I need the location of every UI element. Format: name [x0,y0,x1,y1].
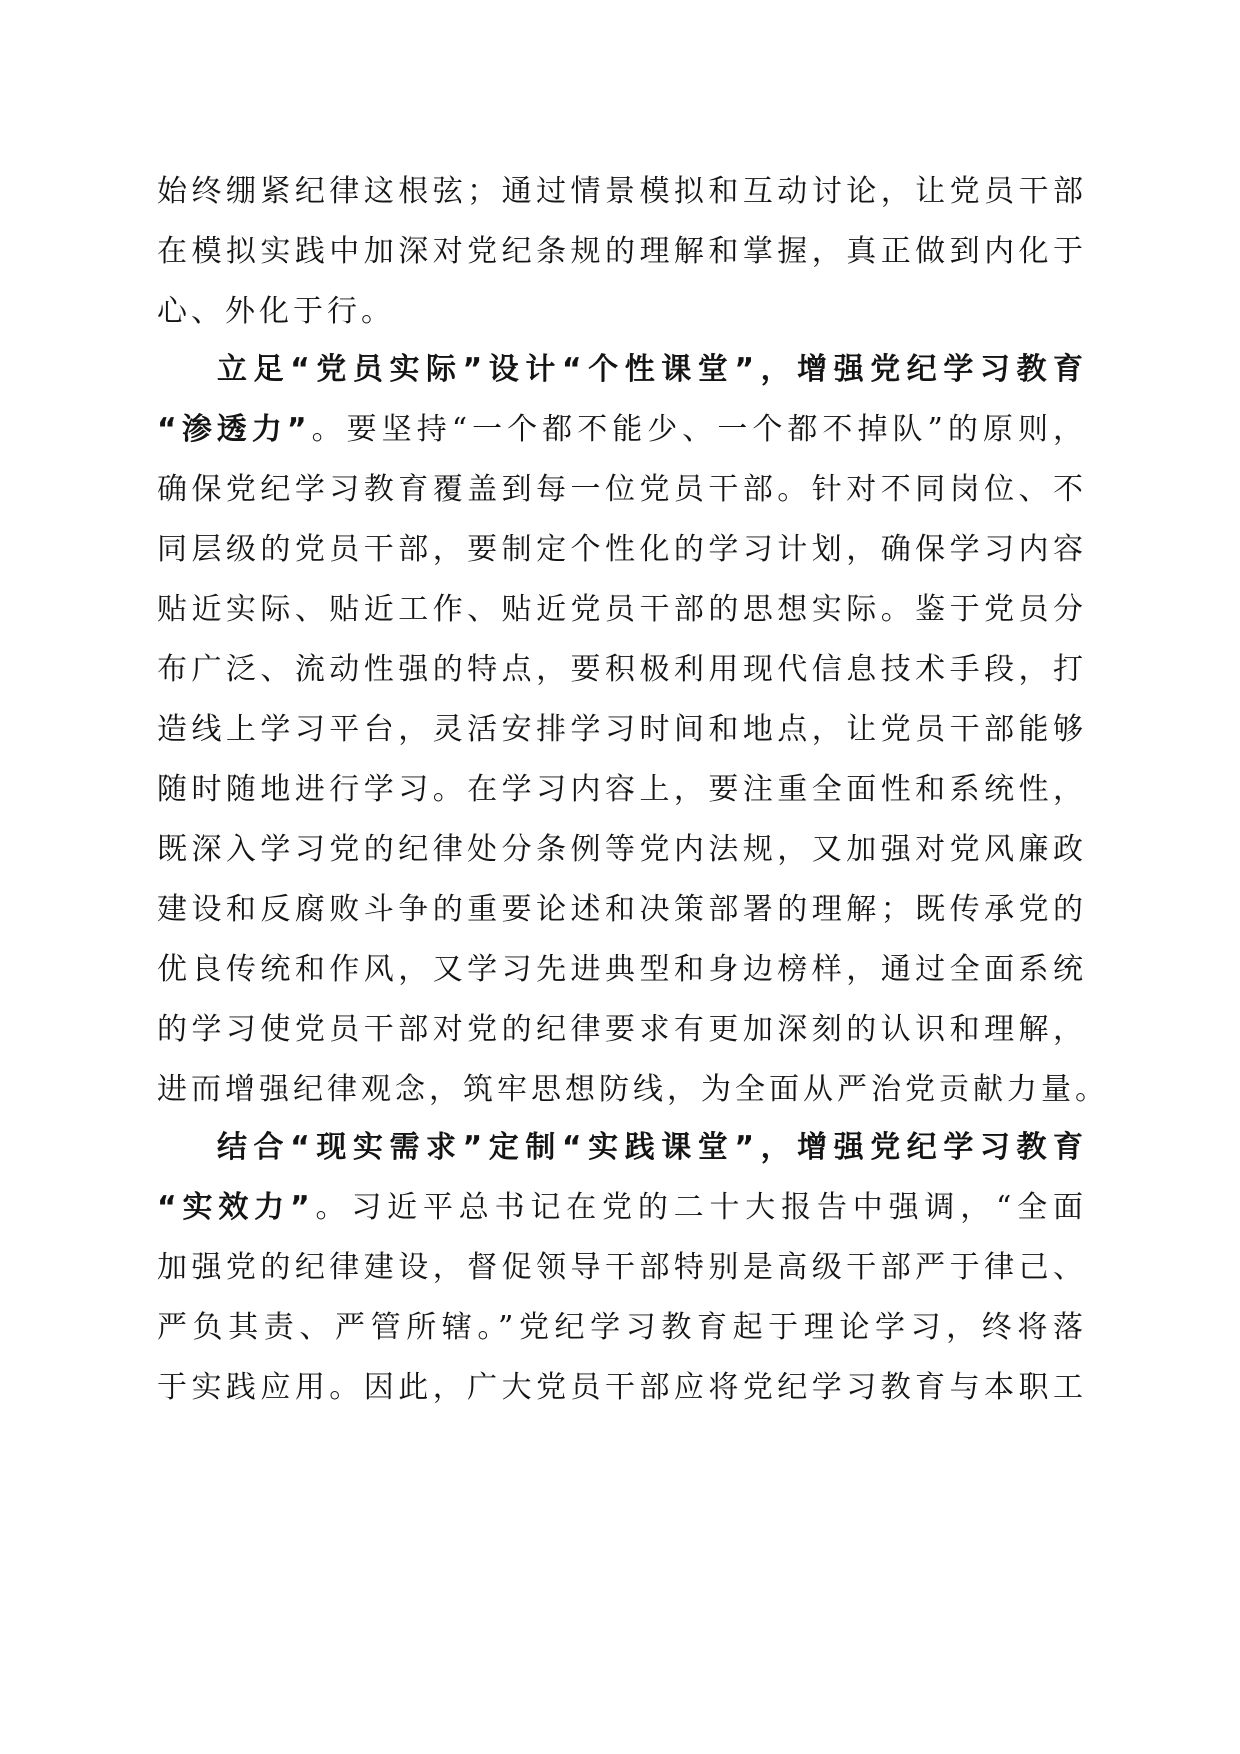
paragraph-line: 始终绷紧纪律这根弦；通过情景模拟和互动讨论，让党员干部 [157,174,1087,209]
paragraph-line: 建设和反腐败斗争的重要论述和决策部署的理解；既传承党的 [157,892,1087,927]
paragraph-line: 心、外化于行。 [157,294,395,329]
paragraph-line: 进而增强纪律观念，筑牢思想防线，为全面从严治党贡献力量。 [157,1072,1109,1107]
paragraph-line: 随时随地进行学习。在学习内容上，要注重全面性和系统性， [157,772,1087,807]
paragraph-line: 布广泛、流动性强的特点，要积极利用现代信息技术手段，打 [157,652,1087,687]
paragraph-line: 加强党的纪律建设，督促领导干部特别是高级干部严于律己、 [157,1250,1087,1285]
heading-keyword: “实效力” [157,1190,314,1225]
section-heading-line2 [157,1188,1087,1228]
paragraph-line: 于实践应用。因此，广大党员干部应将党纪学习教育与本职工 [157,1370,1087,1405]
section-heading-line2 [157,410,1087,450]
heading-continuation: 。习近平总书记在党的二十大报告中强调，“全面 [313,1190,1087,1225]
paragraph-line: 优良传统和作风，又学习先进典型和身边榜样，通过全面系统 [157,952,1087,987]
paragraph-line: 在模拟实践中加深对党纪条规的理解和掌握，真正做到内化于 [157,234,1087,269]
paragraph-line: 的学习使党员干部对党的纪律要求有更加深刻的认识和理解， [157,1012,1087,1047]
heading-continuation: 。要坚持“一个都不能少、一个都不掉队”的原则， [310,412,1087,447]
paragraph-line: 确保党纪学习教育覆盖到每一位党员干部。针对不同岗位、不 [157,472,1087,507]
heading-keyword: “渗透力” [157,412,311,447]
paragraph-line: 同层级的党员干部，要制定个性化的学习计划，确保学习内容 [157,532,1087,567]
paragraph-line: 严负其责、严管所辖。”党纪学习教育起于理论学习，终将落 [157,1310,1087,1345]
section-heading: 结合“现实需求”定制“实践课堂”，增强党纪学习教育 [217,1130,1087,1165]
section-heading: 立足“党员实际”设计“个性课堂”，增强党纪学习教育 [217,352,1087,387]
paragraph-line: 既深入学习党的纪律处分条例等党内法规，又加强对党风廉政 [157,832,1087,867]
paragraph-line: 造线上学习平台，灵活安排学习时间和地点，让党员干部能够 [157,712,1087,747]
paragraph-line: 贴近实际、贴近工作、贴近党员干部的思想实际。鉴于党员分 [157,592,1087,627]
